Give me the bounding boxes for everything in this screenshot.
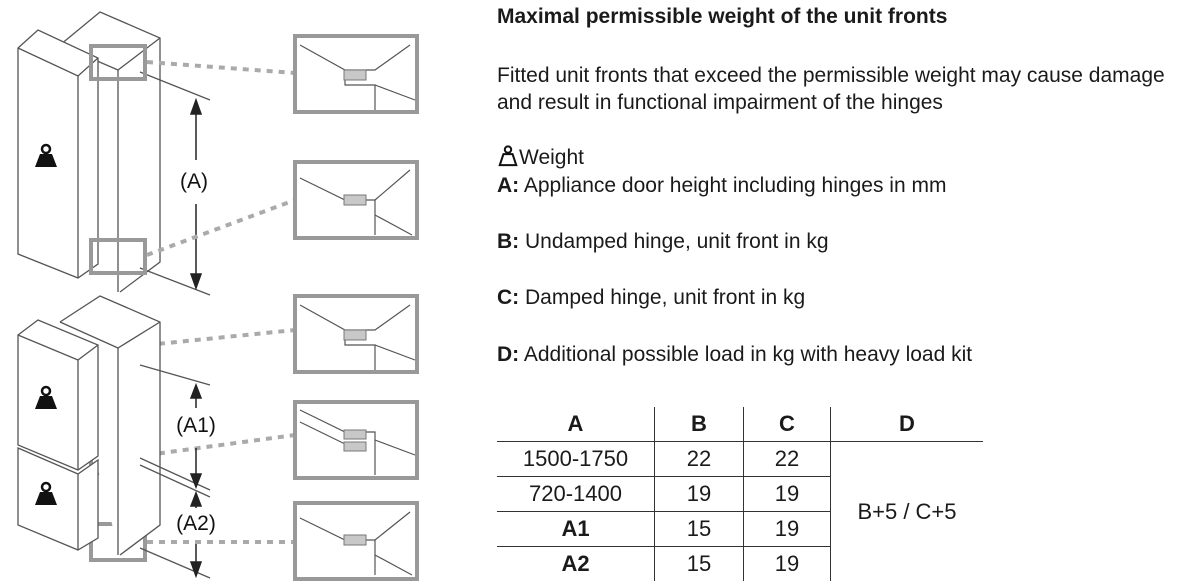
table-cell: A2 bbox=[561, 551, 590, 576]
connector-lines bbox=[147, 62, 295, 542]
legend-c-key: C: bbox=[497, 286, 520, 309]
table-cell: 1500-1750 bbox=[497, 442, 655, 477]
table-header: D bbox=[831, 407, 984, 442]
table-cell: 19 bbox=[744, 477, 831, 512]
bottom-appliance bbox=[18, 296, 210, 578]
table-cell: 720-1400 bbox=[497, 477, 655, 512]
legend-weight-label: Weight bbox=[519, 146, 584, 169]
legend-b-key: B: bbox=[497, 230, 520, 253]
table-cell: 19 bbox=[655, 477, 744, 512]
legend-a-key: A: bbox=[497, 174, 520, 197]
table-header-row bbox=[497, 407, 983, 442]
dimension-label-a: (A) bbox=[180, 170, 208, 193]
table-cell: 19 bbox=[744, 512, 831, 547]
table-cell: 15 bbox=[655, 512, 744, 547]
dimension-label-a1: (A1) bbox=[176, 414, 216, 437]
table-header: C bbox=[744, 407, 831, 442]
table-cell: A1 bbox=[497, 512, 655, 547]
legend-a-text: Appliance door height including hinges in mm bbox=[519, 174, 947, 197]
table-cell-d-value: B+5 / C+5 bbox=[831, 442, 984, 582]
weight-icon bbox=[497, 145, 519, 167]
legend-a bbox=[497, 172, 946, 199]
table-cell: 15 bbox=[655, 547, 744, 582]
table-row bbox=[497, 442, 983, 477]
hinge-diagram bbox=[0, 0, 480, 588]
weight-table bbox=[497, 407, 983, 581]
table-cell: 22 bbox=[655, 442, 744, 477]
legend-d-key: D: bbox=[497, 343, 520, 366]
table-header: B bbox=[655, 407, 744, 442]
legend-d bbox=[497, 341, 972, 368]
page-title: Maximal permissible weight of the unit fronts bbox=[497, 5, 948, 28]
legend-c bbox=[497, 284, 805, 311]
dimension-arrow-a bbox=[191, 100, 201, 288]
legend-weight bbox=[497, 144, 584, 171]
dimension-label-a2: (A2) bbox=[176, 512, 216, 535]
legend-b bbox=[497, 228, 829, 255]
table-header: A bbox=[497, 407, 655, 442]
table-cell: 22 bbox=[744, 442, 831, 477]
detail-panels bbox=[295, 36, 417, 579]
legend-d-text: Additional possible load in kg with heavy load kit bbox=[519, 343, 973, 366]
legend-c-text: Damped hinge, unit front in kg bbox=[519, 286, 806, 309]
table-cell: 19 bbox=[744, 547, 831, 582]
legend-b-text: Undamped hinge, unit front in kg bbox=[519, 230, 829, 253]
intro-paragraph: Fitted unit fronts that exceed the permissible weight may cause damage and result in functional impairment of the hinges bbox=[497, 64, 1165, 114]
